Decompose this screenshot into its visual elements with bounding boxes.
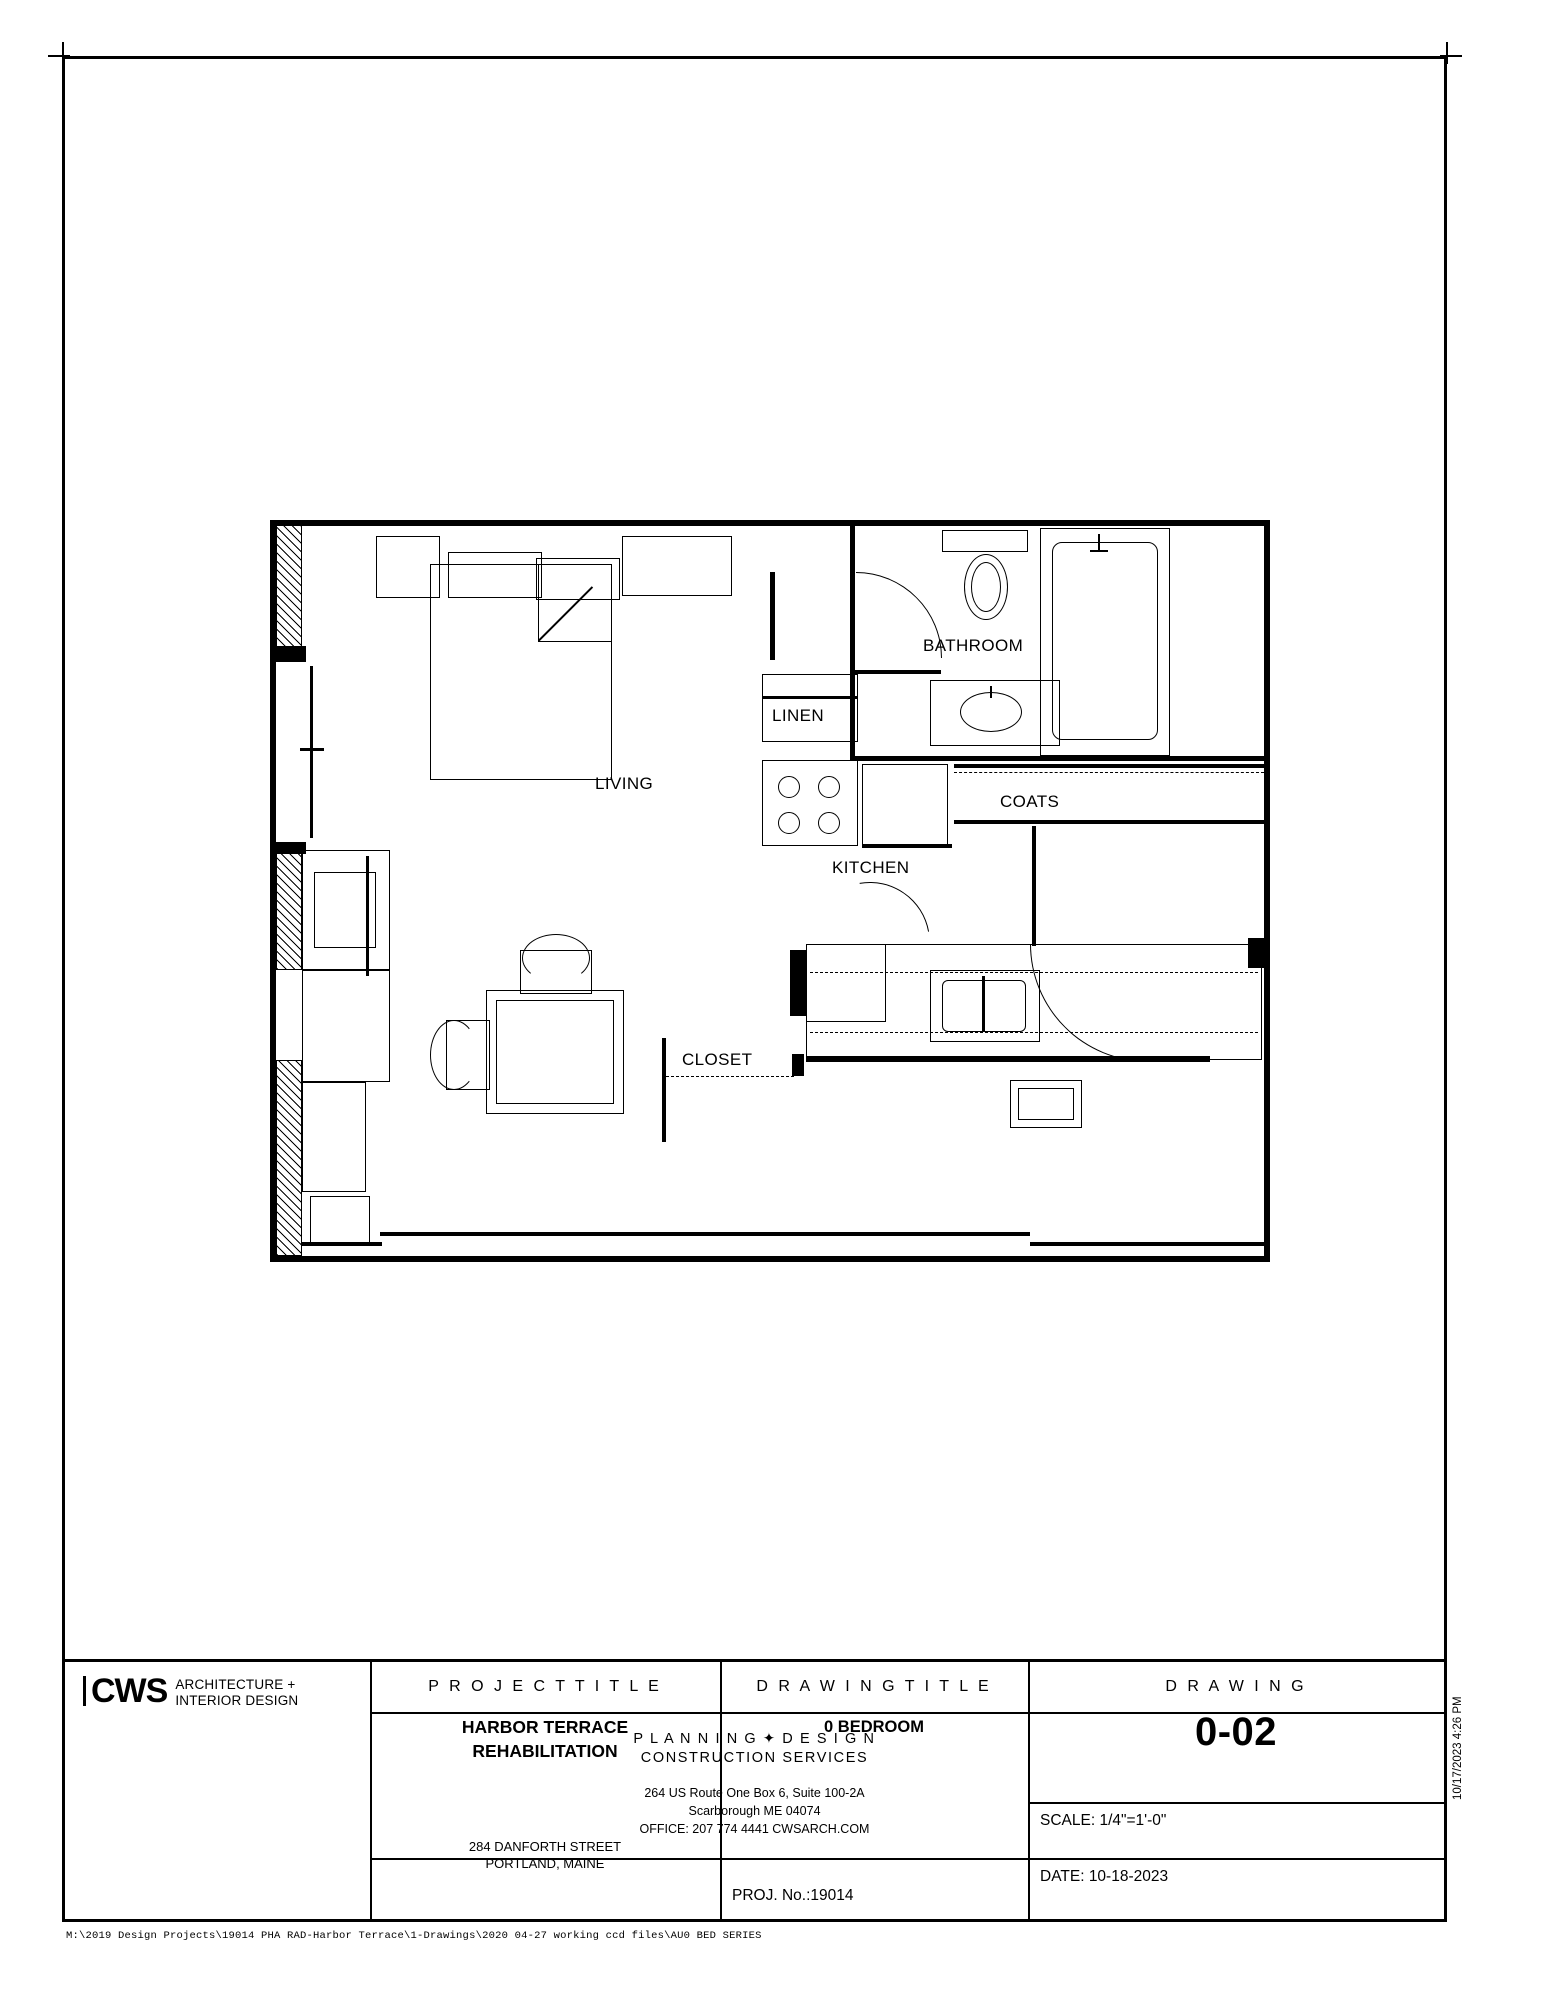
coats-closet-shelf <box>954 764 1264 768</box>
project-number-label: PROJ. No.: <box>732 1887 811 1904</box>
logo-sub-line2: INTERIOR DESIGN <box>175 1692 299 1708</box>
window-sill-3 <box>622 536 732 596</box>
vanity-faucet <box>990 686 992 698</box>
chair-1-back <box>522 934 590 982</box>
room-label-coats: COATS <box>1000 792 1060 811</box>
scale-label: SCALE: <box>1040 1812 1096 1829</box>
kitchen-sink-faucet <box>982 976 985 1032</box>
address-line1: 264 US Route One Box 6, Suite 100-2A <box>644 1786 865 1800</box>
counter-base-block <box>792 1054 804 1076</box>
date-label: DATE: <box>1040 1868 1085 1885</box>
address-line2: Scarborough ME 04074 <box>688 1804 821 1819</box>
title-block <box>62 1659 1447 1922</box>
wall-jamb-upper <box>276 646 306 662</box>
project-address-line1: 284 DANFORTH STREET <box>468 1839 622 1855</box>
wall-hatch-upper <box>276 520 302 648</box>
floor-plan <box>270 520 1270 1260</box>
room-label-closet: CLOSET <box>682 1050 753 1069</box>
drawing-title-header: D R A W I N G T I T L E <box>756 1678 992 1695</box>
project-title-line2: REHABILITATION <box>472 1740 618 1761</box>
project-address <box>370 1839 720 1873</box>
range-burner-4 <box>818 812 840 834</box>
plot-timestamp: 10/17/2023 4:26 PM <box>1452 1696 1464 1800</box>
range-burner-3 <box>778 812 800 834</box>
project-title-line1: HARBOR TERRACE <box>461 1717 629 1737</box>
kitchen-range <box>762 760 858 846</box>
vanity-sink-basin <box>960 692 1022 732</box>
logo-sub-line1: ARCHITECTURE + <box>175 1677 296 1692</box>
address-line3: OFFICE: 207 774 4441 CWSARCH.COM <box>639 1822 870 1837</box>
lower-wall-seg-2 <box>380 1232 1030 1236</box>
wall-bottom <box>270 1256 1270 1262</box>
closet-rod <box>666 1076 794 1077</box>
toilet-seat-inner <box>971 562 1001 612</box>
lower-wall-seg-3 <box>1030 1242 1266 1246</box>
date-value: 10-18-2023 <box>1088 1868 1169 1885</box>
range-burner-1 <box>778 776 800 798</box>
dining-table-inner <box>496 1000 614 1104</box>
closet-wall <box>662 1038 666 1142</box>
chair-2-back <box>430 1020 478 1090</box>
entry-door-leaf <box>1032 826 1036 946</box>
room-label-kitchen: KITCHEN <box>832 858 910 877</box>
project-title-cell <box>370 1662 720 1919</box>
company-logo <box>83 1674 373 1708</box>
window-glazing-1 <box>310 666 313 838</box>
counter-end-panel <box>790 950 806 1016</box>
bathroom-door-leaf <box>770 572 775 660</box>
scale-field <box>1028 1812 1166 1830</box>
casework-divider-1 <box>366 856 369 976</box>
drawing-header: D R A W I N G <box>1165 1678 1307 1695</box>
date-field <box>1028 1868 1168 1886</box>
room-label-linen: LINEN <box>772 706 825 725</box>
coats-closet-wall <box>954 820 1266 824</box>
refrigerator-front <box>862 844 952 848</box>
drawing-number-cell <box>1028 1662 1444 1919</box>
kitchen-counter-front <box>806 1056 1210 1062</box>
scale-value: 1/4"=1'-0" <box>1099 1812 1167 1829</box>
window-mullion-1 <box>300 748 324 751</box>
coats-closet-rod <box>954 772 1264 773</box>
project-number-field <box>720 1887 854 1905</box>
room-label-living: LIVING <box>595 774 654 793</box>
wall-right <box>1264 520 1270 1262</box>
project-address-line2: PORTLAND, MAINE <box>485 1856 605 1872</box>
logo-mark: CWS <box>83 1674 167 1708</box>
casework-left-lower <box>302 970 390 1082</box>
drawing-number: 0-02 <box>1194 1710 1278 1754</box>
casework-left-base <box>302 1082 366 1192</box>
toilet-tank <box>942 530 1028 552</box>
shower-head <box>1090 550 1108 552</box>
partition-bath-bottom <box>855 756 1267 761</box>
lower-right-cabinet-inner <box>1018 1088 1074 1120</box>
services-line2: CONSTRUCTION SERVICES <box>640 1749 869 1766</box>
wall-top <box>270 520 1270 526</box>
bathtub-basin <box>1052 542 1158 740</box>
drawing-title-value: 0 BEDROOM <box>824 1718 924 1736</box>
range-burner-2 <box>818 776 840 798</box>
file-path-stamp: M:\2019 Design Projects\19014 PHA RAD-Harbor Terrace\1-Drawings\2020 04-27 working ccd files\AU0 BED SERIES <box>66 1930 762 1942</box>
wall-hatch-mid <box>276 850 302 970</box>
room-label-bathroom: BATHROOM <box>923 636 1024 655</box>
project-number-value: 19014 <box>810 1887 854 1904</box>
drawing-title-cell <box>720 1662 1028 1919</box>
linen-shelf <box>762 696 858 699</box>
project-title-header: P R O J E C T T I T L E <box>428 1678 662 1695</box>
services-line1: P L A N N I N G ✦ D E S I G N <box>633 1731 876 1747</box>
refrigerator <box>862 764 948 848</box>
casework-left-bottom <box>310 1196 370 1244</box>
lower-wall-seg-1 <box>302 1242 382 1246</box>
wall-hatch-lower <box>276 1060 302 1256</box>
